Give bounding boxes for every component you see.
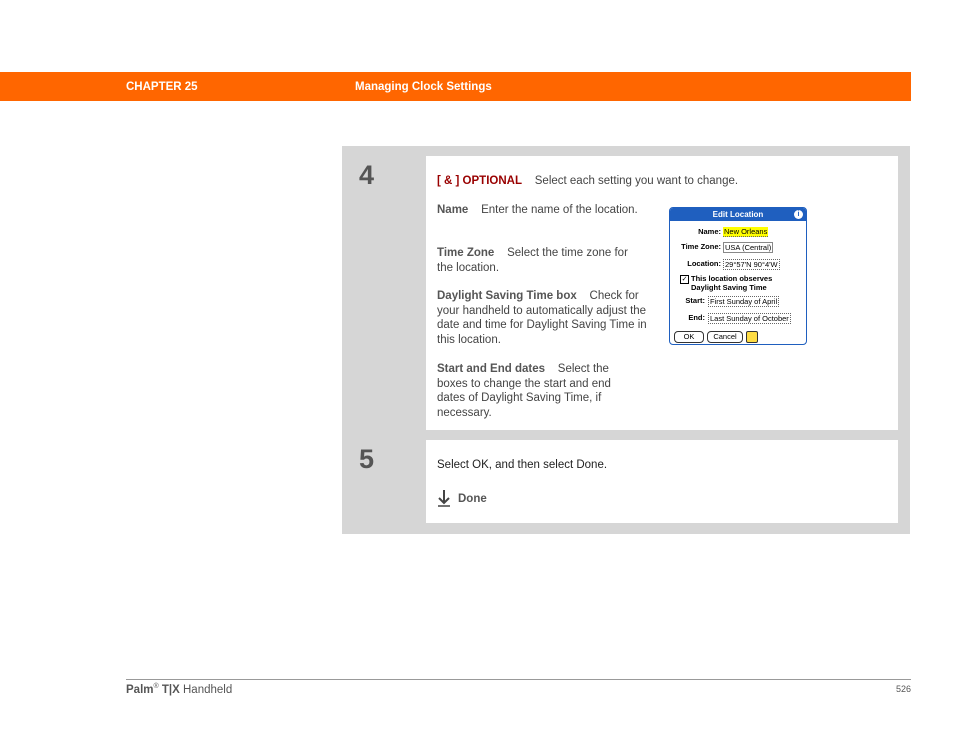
steps-panel bbox=[342, 146, 910, 534]
footer-divider bbox=[126, 679, 911, 680]
dialog-cancel-button: Cancel bbox=[707, 331, 743, 343]
term-text: Check for your handheld to automatically adjust the date and time for Daylight Saving Time in this location. bbox=[437, 290, 647, 346]
step-number: 5 bbox=[359, 444, 375, 474]
setting-timezone-desc bbox=[437, 246, 647, 275]
dst-checkbox: ✓ bbox=[681, 276, 688, 283]
dialog-ok-button: OK bbox=[674, 331, 704, 343]
term: Daylight Saving Time box bbox=[437, 290, 577, 302]
location-field: 29°57'N 90°4'W bbox=[725, 260, 778, 269]
brand: Palm bbox=[126, 683, 154, 696]
setting-dst-desc bbox=[437, 289, 649, 347]
info-icon: i bbox=[794, 210, 803, 219]
page-number: 526 bbox=[895, 684, 911, 694]
model: T|X bbox=[161, 683, 180, 696]
end-field: Last Sunday of October bbox=[710, 314, 789, 323]
setting-name-desc bbox=[437, 203, 647, 218]
dst-checkbox-label bbox=[691, 274, 772, 292]
step-5 bbox=[353, 440, 898, 523]
step-5-text: Select OK, and then select Done. bbox=[437, 459, 608, 471]
setting-dates-desc bbox=[437, 362, 637, 420]
note-icon bbox=[746, 331, 758, 343]
term: Time Zone bbox=[437, 247, 495, 259]
end-label: End: bbox=[688, 313, 705, 322]
dst-line-2: Daylight Saving Time bbox=[691, 283, 767, 292]
chapter-title: Managing Clock Settings bbox=[355, 81, 492, 93]
registered-mark: ® bbox=[153, 683, 159, 690]
term: Start and End dates bbox=[437, 363, 545, 375]
location-label: Location: bbox=[687, 259, 721, 268]
dialog-titlebar bbox=[670, 208, 806, 221]
timezone-field: USA (Central) bbox=[725, 243, 772, 252]
device: Handheld bbox=[183, 683, 233, 696]
optional-tag: [ & ] OPTIONAL bbox=[437, 175, 522, 187]
step-number: 4 bbox=[359, 160, 375, 190]
edit-location-dialog-screenshot bbox=[669, 207, 807, 345]
chapter-number: CHAPTER 25 bbox=[126, 81, 198, 93]
step-number-column bbox=[353, 440, 426, 523]
down-arrow-icon bbox=[437, 489, 451, 507]
intro-text: Select each setting you want to change. bbox=[534, 175, 739, 187]
term-text: Enter the name of the location. bbox=[481, 204, 638, 216]
start-label: Start: bbox=[685, 296, 705, 305]
footer-product-name bbox=[126, 683, 232, 696]
name-field: New Orleans bbox=[724, 227, 768, 236]
dst-line-1: This location observes bbox=[691, 274, 773, 283]
timezone-label: Time Zone: bbox=[681, 242, 721, 251]
step-number-column bbox=[353, 156, 426, 430]
name-label: Name: bbox=[698, 227, 721, 236]
term-text: Select the time zone for the location. bbox=[437, 247, 628, 274]
dialog-title: Edit Location bbox=[712, 210, 764, 219]
term-text: Select the boxes to change the start and end dates of Daylight Saving Time, if necessary. bbox=[437, 363, 611, 419]
start-field: First Sunday of April bbox=[710, 297, 778, 306]
chapter-header-bar bbox=[0, 72, 911, 101]
step-intro bbox=[437, 174, 877, 189]
step-4 bbox=[353, 156, 898, 430]
term: Name bbox=[437, 204, 469, 216]
done-label: Done bbox=[458, 493, 487, 505]
